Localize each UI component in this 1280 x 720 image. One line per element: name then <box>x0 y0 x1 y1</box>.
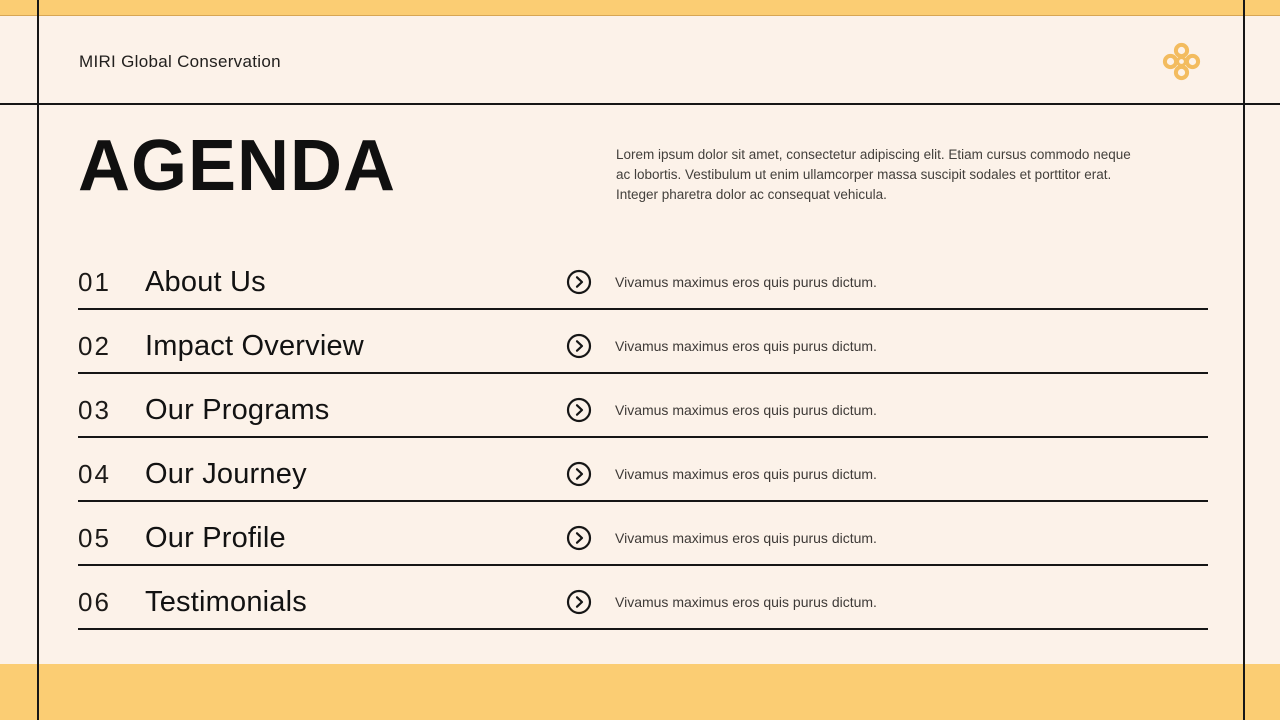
agenda-item-number: 06 <box>78 586 111 617</box>
agenda-item-description: Vivamus maximus eros quis purus dictum. <box>615 466 877 482</box>
agenda-item-label: Our Profile <box>145 521 286 554</box>
right-border-line <box>1243 0 1245 720</box>
agenda-item-number: 01 <box>78 266 111 297</box>
agenda-item-description: Vivamus maximus eros quis purus dictum. <box>615 402 877 418</box>
agenda-item-number: 03 <box>78 394 111 425</box>
agenda-item-our-programs[interactable] <box>78 374 1208 438</box>
arrow-right-circle-icon[interactable] <box>566 589 602 615</box>
left-border-line <box>37 0 39 720</box>
agenda-item-description: Vivamus maximus eros quis purus dictum. <box>615 274 877 290</box>
agenda-item-label: Our Journey <box>145 457 307 490</box>
arrow-right-circle-icon[interactable] <box>566 333 602 359</box>
header-divider-line <box>0 103 1280 105</box>
agenda-item-number: 02 <box>78 330 111 361</box>
arrow-right-circle-icon[interactable] <box>566 525 602 551</box>
agenda-item-our-journey[interactable] <box>78 438 1208 502</box>
agenda-item-about-us[interactable] <box>78 246 1208 310</box>
arrow-right-circle-icon[interactable] <box>566 269 602 295</box>
arrow-right-circle-icon[interactable] <box>566 397 602 423</box>
agenda-item-label: Impact Overview <box>145 329 364 362</box>
bottom-accent-bar <box>0 664 1280 720</box>
brand-name: MIRI Global Conservation <box>79 52 281 71</box>
agenda-item-our-profile[interactable] <box>78 502 1208 566</box>
agenda-item-number: 04 <box>78 458 111 489</box>
agenda-item-description: Vivamus maximus eros quis purus dictum. <box>615 530 877 546</box>
agenda-item-impact-overview[interactable] <box>78 310 1208 374</box>
clover-flower-icon <box>1161 41 1202 82</box>
agenda-item-description: Vivamus maximus eros quis purus dictum. <box>615 338 877 354</box>
agenda-item-description: Vivamus maximus eros quis purus dictum. <box>615 594 877 610</box>
agenda-item-label: About Us <box>145 265 266 298</box>
agenda-item-number: 05 <box>78 522 111 553</box>
page-title: AGENDA <box>78 126 397 206</box>
intro-paragraph: Lorem ipsum dolor sit amet, consectetur adipiscing elit. Etiam cursus commodo neque ac lobortis. Vestibulum ut enim ullamcorper massa suscipit sodales et porttitor erat. Integer pharetra dolor ac consequat vehicula. <box>616 147 1131 202</box>
top-accent-bar <box>0 0 1280 16</box>
arrow-right-circle-icon[interactable] <box>566 461 602 487</box>
agenda-item-testimonials[interactable] <box>78 566 1208 630</box>
agenda-list <box>78 246 1208 630</box>
agenda-item-label: Testimonials <box>145 585 307 618</box>
agenda-item-label: Our Programs <box>145 393 330 426</box>
